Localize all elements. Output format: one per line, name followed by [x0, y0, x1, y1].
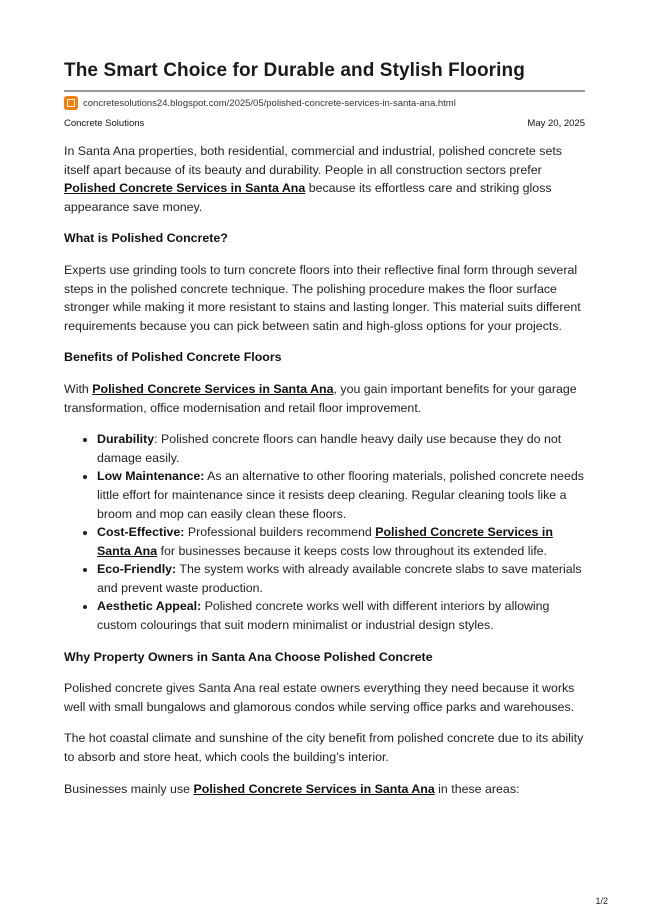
list-item: • Aesthetic Appeal: Polished concrete works well with different interiors by allowing custom colourings that suit modern minimalist or industrial design styles. — [97, 597, 585, 634]
blogger-icon — [64, 96, 78, 110]
article-body — [64, 142, 585, 811]
what-paragraph: Experts use grinding tools to turn concrete floors into their reflective final form through several steps in the polished concrete technique. The polishing procedure makes the floor surface stronger while making it more resistant to stains and lasting longer. This material suits different requirements because you can pick between satin and high-gloss options for your projects. — [64, 262, 581, 333]
business-paragraph: Businesses mainly use Polished Concrete Services in Santa Ana in these areas: — [64, 781, 520, 796]
service-link[interactable]: Polished Concrete Services in Santa Ana — [92, 381, 334, 396]
benefits-list — [64, 430, 585, 635]
intro-paragraph: In Santa Ana properties, both residential, commercial and industrial, polished concrete sets itself apart because of its beauty and durability. People in all construction sectors prefer Polished Concrete Services in Santa Ana because its effortless care and striking gloss appearance save money. — [64, 144, 562, 214]
why-paragraph-2: The hot coastal climate and sunshine of the city benefit from polished concrete due to its ability to absorb and store heat, which cools the building’s interior. — [64, 731, 584, 765]
list-item: • Eco-Friendly: The system works with already available concrete slabs to save materials and prevent waste production. — [97, 560, 585, 597]
list-item: • Durability: Polished concrete floors can handle heavy daily use because they do not damage easily. — [97, 430, 585, 467]
service-link[interactable]: Polished Concrete Services in Santa Ana — [64, 181, 306, 196]
page-number: 1/2 — [595, 896, 608, 906]
source-url-row — [64, 96, 456, 110]
page-title: The Smart Choice for Durable and Stylish Flooring — [64, 60, 525, 81]
heading-what: What is Polished Concrete? — [64, 231, 228, 246]
source-url[interactable]: concretesolutions24.blogspot.com/2025/05/polished-concrete-services-in-santa-ana.html — [83, 97, 456, 109]
service-link[interactable]: Polished Concrete Services in Santa Ana — [97, 525, 553, 558]
list-item: • Cost-Effective: Professional builders recommend Polished Concrete Services in Santa Ana for businesses because it keeps costs low throughout its extended life. — [97, 523, 585, 560]
benefits-intro-paragraph: With Polished Concrete Services in Santa Ana, you gain important benefits for your garage transformation, office modernisation and retail floor improvement. — [64, 381, 577, 415]
service-link[interactable]: Polished Concrete Services in Santa Ana — [193, 781, 435, 796]
why-paragraph-1: Polished concrete gives Santa Ana real estate owners everything they need because it works well with small bungalows and glamorous condos while serving office parks and warehouses. — [64, 681, 575, 714]
post-date: May 20, 2025 — [527, 118, 585, 129]
heading-why: Why Property Owners in Santa Ana Choose Polished Concrete — [64, 649, 433, 664]
heading-benefits: Benefits of Polished Concrete Floors — [64, 350, 282, 365]
author-name: Concrete Solutions — [64, 118, 145, 129]
title-divider — [64, 90, 585, 92]
list-item: • Low Maintenance: As an alternative to other flooring materials, polished concrete needs little effort for maintenance since it resists deep cleaning. Regular cleaning tools like a broom and mop can easily clean these floors. — [97, 467, 585, 523]
